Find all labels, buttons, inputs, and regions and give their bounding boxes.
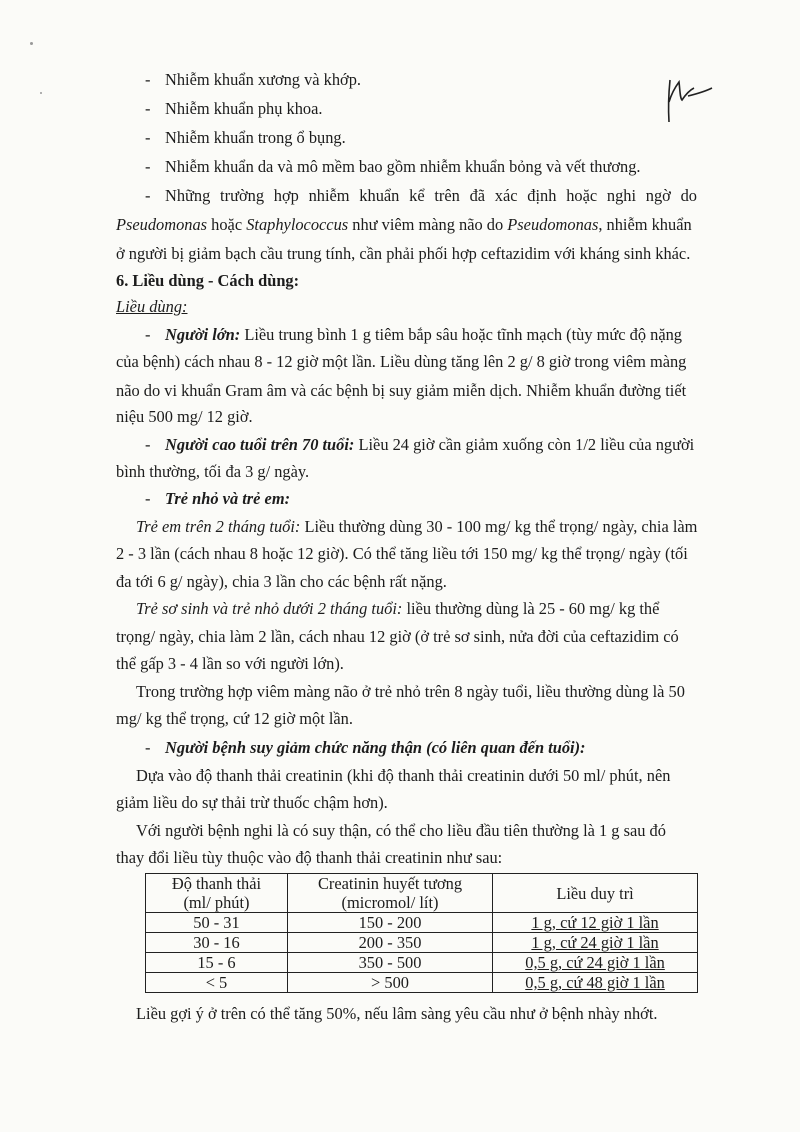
mening-line-2: mg/ kg thể trọng, cứ 12 giờ một lần.: [116, 709, 353, 728]
text-span: hoặc: [207, 215, 247, 234]
renal-line-3: Với người bệnh nghi là có suy thận, có thể cho liều đầu tiên thường là 1 g sau đó: [136, 821, 666, 840]
table-row: [146, 933, 698, 953]
table-cell: < 5: [146, 973, 288, 993]
table-cell: 1 g, cứ 12 giờ 1 lần: [493, 913, 698, 933]
bullet-dash: -: [145, 99, 151, 118]
table-cell: 15 - 6: [146, 953, 288, 973]
adult-line-3: não do vi khuẩn Gram âm và các bệnh bị suy giảm miễn dịch. Nhiễm khuẩn đường tiết: [116, 381, 687, 400]
pseudo-line-1: Những trường hợp nhiễm khuẩn kể trên đã xác định hoặc nghi ngờ do: [165, 186, 697, 205]
renal-dosage-table: [145, 873, 698, 993]
text-span: Liều thường dùng 30 - 100 mg/ kg thể trọng/ ngày, chia làm: [300, 517, 698, 536]
neonate-line-2: trọng/ ngày, chia làm 2 lần, cách nhau 12 giờ (ở trẻ sơ sinh, nửa đời của ceftazidim có: [116, 627, 679, 646]
table-header-cell: [287, 874, 492, 913]
table-cell: 150 - 200: [287, 913, 492, 933]
bullet-dash: -: [145, 738, 151, 757]
section-heading: 6. Liều dùng - Cách dùng:: [116, 271, 300, 290]
header-line: (ml/ phút): [183, 893, 250, 912]
bullet-dash: -: [145, 128, 151, 147]
table-cell: 50 - 31: [146, 913, 288, 933]
header-line: Độ thanh thải: [171, 874, 262, 893]
bullet-item: Nhiễm khuẩn xương và khớp.: [165, 70, 362, 89]
renal-line-1: Dựa vào độ thanh thải creatinin (khi độ thanh thải creatinin dưới 50 ml/ phút, nên: [136, 766, 671, 785]
adult-line-2: của bệnh) cách nhau 8 - 12 giờ một lần. Liều dùng tăng lên 2 g/ 8 giờ trong viêm màng: [116, 352, 687, 371]
table-header-row: [146, 874, 698, 913]
table-cell: 350 - 500: [287, 953, 492, 973]
bullet-item: Nhiễm khuẩn trong ổ bụng.: [165, 128, 346, 147]
text-span: Liều 24 giờ cần giảm xuống còn 1/2 liều của người: [354, 435, 695, 454]
scan-speck: [40, 92, 42, 94]
neonate-line-3: thể gấp 3 - 4 lần so với người lớn).: [116, 654, 344, 673]
footer-note: Liều gợi ý ở trên có thể tăng 50%, nếu lâm sàng yêu cầu như ở bệnh nhày nhớt.: [136, 1004, 658, 1023]
children-label: Trẻ nhỏ và trẻ em:: [165, 489, 291, 508]
organism-name: Staphylococcus: [246, 215, 349, 234]
pseudo-line-2: [116, 214, 692, 236]
neonate-line-1: [136, 598, 659, 620]
header-line: Creatinin huyết tương: [317, 874, 463, 893]
header-line: Liều duy trì: [556, 883, 634, 903]
bullet-dash: -: [145, 325, 151, 344]
table-cell: 0,5 g, cứ 24 giờ 1 lần: [493, 953, 698, 973]
pseudo-line-3: ở người bị giảm bạch cầu trung tính, cần phải phối hợp ceftazidim với kháng sinh khác.: [116, 244, 691, 263]
over2m-line-2: 2 - 3 lần (cách nhau 8 hoặc 12 giờ). Có thể tăng liều tới 150 mg/ kg thể trọng/ ngày (tối: [116, 544, 688, 563]
table-row: [146, 973, 698, 993]
text-span: liều thường dùng là 25 - 60 mg/ kg thể: [402, 599, 660, 618]
over2m-line-1: [136, 516, 697, 538]
neonate-label: Trẻ sơ sinh và trẻ nhỏ dưới 2 tháng tuổi:: [136, 599, 403, 618]
organism-name: Pseudomonas: [116, 215, 208, 234]
renal-line-2: giảm liều do sự thải trừ thuốc chậm hơn).: [116, 793, 388, 812]
adult-label: Người lớn:: [165, 325, 241, 344]
bullet-item: Nhiễm khuẩn da và mô mềm bao gồm nhiễm khuẩn bỏng và vết thương.: [165, 157, 641, 176]
header-line: (micromol/ lít): [341, 893, 439, 912]
organism-name: Pseudomonas: [507, 215, 599, 234]
text-span: Liều trung bình 1 g tiêm bắp sâu hoặc tĩnh mạch (tùy mức độ nặng: [240, 325, 683, 344]
mening-line-1: Trong trường hợp viêm màng não ở trẻ nhỏ trên 8 ngày tuổi, liều thường dùng là 50: [136, 682, 685, 701]
adult-line-1: [165, 324, 682, 346]
text-span: như viêm màng não do: [348, 215, 508, 234]
text-span: , nhiễm khuẩn: [598, 215, 692, 234]
table-row: [146, 953, 698, 973]
elderly-line-2: bình thường, tối đa 3 g/ ngày.: [116, 462, 310, 481]
bullet-dash: -: [145, 435, 151, 454]
table-header-cell: [146, 874, 288, 913]
table-header-cell: [493, 874, 698, 913]
table-cell: > 500: [287, 973, 492, 993]
elderly-line-1: [165, 434, 694, 456]
bullet-item: Nhiễm khuẩn phụ khoa.: [165, 99, 323, 118]
table-cell: 0,5 g, cứ 48 giờ 1 lần: [493, 973, 698, 993]
table-row: [146, 913, 698, 933]
adult-line-4: niệu 500 mg/ 12 giờ.: [116, 407, 253, 426]
subheading-dosage: Liều dùng:: [116, 297, 188, 316]
bullet-dash: -: [145, 70, 151, 89]
renal-line-4: thay đổi liều tùy thuộc vào độ thanh thải creatinin như sau:: [116, 848, 503, 867]
table-cell: 200 - 350: [287, 933, 492, 953]
table-cell: 1 g, cứ 24 giờ 1 lần: [493, 933, 698, 953]
bullet-dash: -: [145, 489, 151, 508]
handwritten-initials-icon: [660, 72, 720, 132]
renal-label: Người bệnh suy giảm chức năng thận (có liên quan đến tuổi):: [165, 738, 586, 757]
bullet-dash: -: [145, 186, 151, 205]
scan-speck: [30, 42, 33, 45]
table-cell: 30 - 16: [146, 933, 288, 953]
elderly-label: Người cao tuổi trên 70 tuổi:: [165, 435, 355, 454]
over2m-label: Trẻ em trên 2 tháng tuổi:: [136, 517, 301, 536]
over2m-line-3: đa tới 6 g/ ngày), chia 3 lần cho các bệnh rất nặng.: [116, 572, 447, 591]
bullet-dash: -: [145, 157, 151, 176]
